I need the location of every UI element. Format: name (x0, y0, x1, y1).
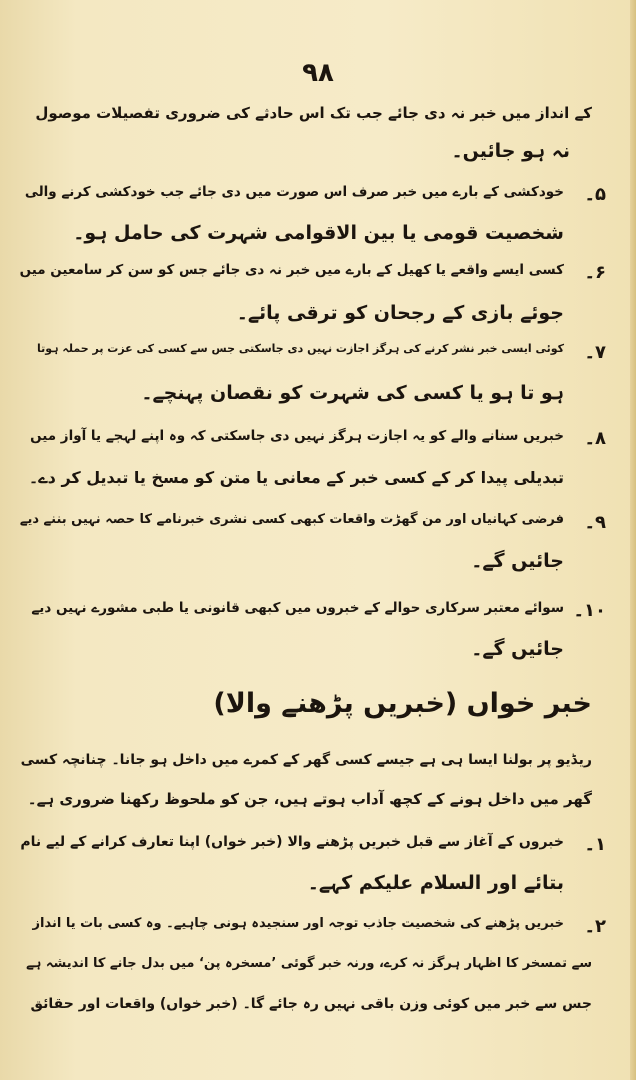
rule-10-line-2: جائیں گے۔ (471, 638, 564, 660)
rule-9-number: ۹۔ (584, 512, 606, 533)
intro-line-1: کے انداز میں خبر نہ دی جائے جب تک اس حادثے کی ضروری تفصیلات موصول (35, 104, 592, 122)
rule-8-number: ۸۔ (584, 428, 606, 449)
rule-6-line-2: جوئے بازی کے رجحان کو ترقی پائے۔ (236, 302, 564, 324)
page-edge (630, 0, 636, 1080)
intro-line-2: نہ ہو جائیں۔ (451, 140, 570, 162)
rule-6-line-1: کسی ایسے واقعے یا کھیل کے بارے میں خبر نہ دی جائے جس کو سن کر سامعین میں (19, 262, 564, 278)
rule-8-line-2: تبدیلی پیدا کر کے کسی خبر کے معانی یا متن کو مسخ یا تبدیل کر دے۔ (28, 468, 564, 487)
section-rule-1-line-2: بتائے اور السلام علیکم کہے۔ (307, 872, 564, 894)
rule-7-line-2: ہو تا ہو یا کسی کی شہرت کو نقصان پہنچے۔ (141, 382, 564, 404)
rule-7-number: ۷۔ (584, 342, 606, 363)
section-rule-2-line-1: خبریں پڑھنے کی شخصیت جاذب توجہ اور سنجیدہ ہونی چاہیے۔ وہ کسی بات یا انداز (32, 916, 564, 931)
rule-8-line-1: خبریں سنانے والے کو یہ اجازت ہرگز نہیں دی جاسکتی کہ وہ اپنے لہجے یا آواز میں (30, 428, 564, 444)
page-number: ۹۸ (302, 58, 334, 88)
rule-7-line-1: کوئی ایسی خبر نشر کرنے کی ہرگز اجازت نہیں دی جاسکتی جس سے کسی کی عزت پر حملہ ہوتا (36, 342, 564, 355)
section-rule-1-line-1: خبروں کے آغاز سے قبل خبریں پڑھنے والا (خبر خواں) اپنا تعارف کرانے کے لیے نام (20, 834, 564, 850)
section-rule-2-line-3: جس سے خبر میں کوئی وزن باقی نہیں رہ جائے گا۔ (خبر خواں) واقعات اور حقائق (30, 996, 592, 1012)
rule-9-line-2: جائیں گے۔ (471, 550, 564, 572)
section-intro-line-1: ریڈیو پر بولنا ایسا ہی ہے جیسے کسی گھر کے کمرے میں داخل ہو جانا۔ چنانچہ کسی (20, 752, 592, 768)
rule-5-line-1: خودکشی کے بارے میں خبر صرف اس صورت میں دی جائے جب خودکشی کرنے والی (24, 184, 564, 200)
section-rule-2-line-2: سے تمسخر کا اظہار ہرگز نہ کرے، ورنہ خبر گوئی ’مسخرہ پن‘ میں بدل جانے کا اندیشہ ہے (26, 956, 592, 971)
rule-10-line-1: سوائے معتبر سرکاری حوالے کے خبروں میں کبھی قانونی یا طبی مشورے نہیں دیے (31, 600, 564, 616)
rule-10-number: ۱۰۔ (573, 600, 606, 621)
section-heading: خبر خواں (خبریں پڑھنے والا) (213, 688, 592, 719)
section-intro-line-2: گھر میں داخل ہونے کے کچھ آداب ہوتے ہیں، جن کو ملحوظ رکھنا ضروری ہے۔ (27, 790, 592, 808)
rule-5-line-2: شخصیت قومی یا بین الاقوامی شہرت کی حامل ہو۔ (73, 222, 564, 244)
rule-5-number: ۵۔ (584, 184, 606, 205)
rule-6-number: ۶۔ (584, 262, 606, 283)
section-rule-1-number: ۱۔ (584, 834, 606, 855)
section-rule-2-number: ۲۔ (584, 916, 606, 937)
rule-9-line-1: فرضی کہانیاں اور من گھڑت واقعات کبھی کسی نشری خبرنامے کا حصہ نہیں بننے دیے (19, 512, 564, 527)
